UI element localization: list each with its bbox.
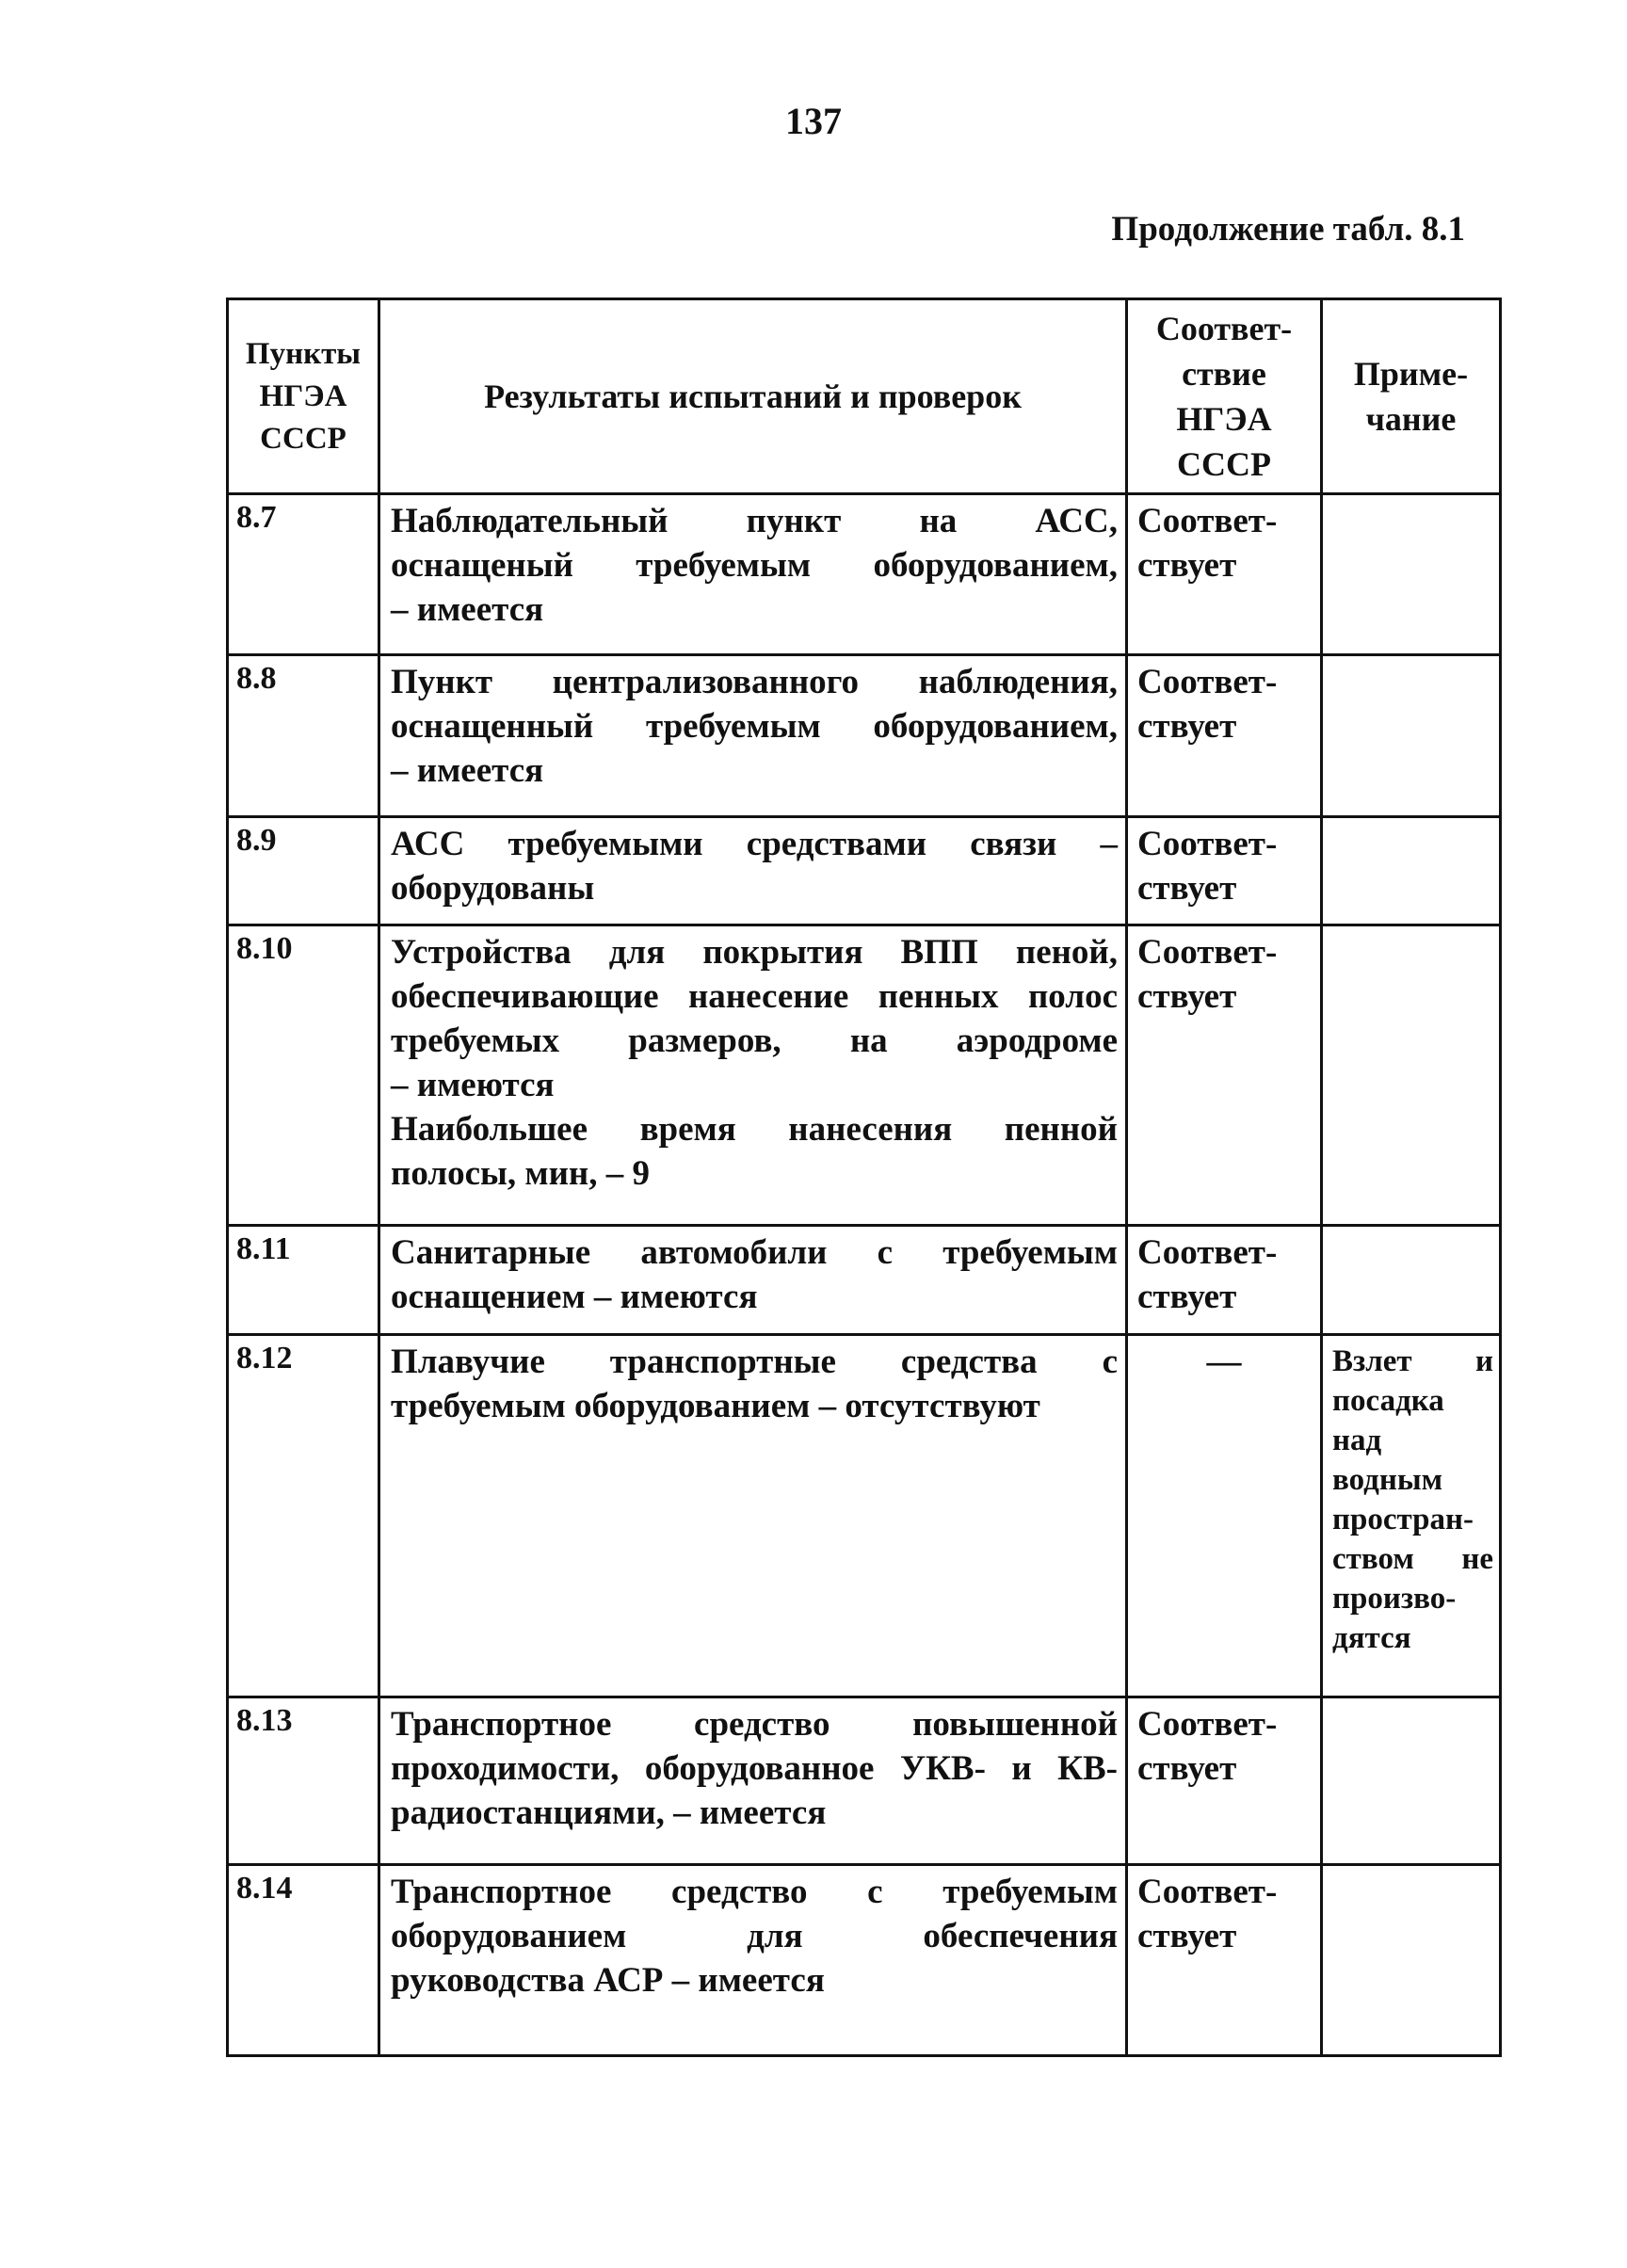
result-line: Транспортное средство с требуемым [391, 1873, 1118, 1911]
result-cell [379, 1697, 1127, 1865]
result-cell [379, 494, 1127, 655]
header-item-line: НГЭА [259, 378, 347, 413]
result-line: оборудованы [391, 869, 595, 908]
header-compliance-line: НГЭА [1176, 400, 1272, 438]
result-line: Плавучие транспортные средства с [391, 1343, 1118, 1381]
result-line: – имеется [391, 590, 544, 629]
note-cell [1322, 655, 1501, 817]
item-number: 8.10 [236, 931, 293, 966]
note-line: посадка [1332, 1384, 1444, 1418]
compliance-dash: — [1206, 1343, 1242, 1381]
item-number-cell [228, 1226, 379, 1335]
compliance-cell [1127, 925, 1322, 1226]
table-row [228, 655, 1501, 817]
item-number-cell [228, 817, 379, 925]
compliance-line: ствует [1137, 1278, 1237, 1316]
compliance-cell [1127, 494, 1322, 655]
note-cell [1322, 817, 1501, 925]
item-number: 8.12 [236, 1341, 293, 1375]
item-number: 8.9 [236, 823, 277, 858]
result-line: Транспортное средство повышенной [391, 1705, 1118, 1744]
item-number: 8.11 [236, 1231, 291, 1266]
item-number: 8.13 [236, 1703, 293, 1738]
item-number-cell [228, 1865, 379, 2056]
compliance-line: ствует [1137, 707, 1237, 746]
note-cell [1322, 925, 1501, 1226]
result-line: Пункт централизованного наблюдения, [391, 663, 1118, 701]
table-row [228, 494, 1501, 655]
compliance-line: ствует [1137, 977, 1237, 1016]
result-line: оснащенный требуемым оборудованием, [391, 707, 1118, 746]
header-note-line: Приме- [1353, 355, 1469, 393]
compliance-line: Соответ- [1137, 825, 1278, 863]
compliance-line: Соответ- [1137, 933, 1278, 972]
page-number: 137 [785, 100, 842, 142]
result-line: оборудованием для обеспечения [391, 1917, 1118, 1955]
table-row [228, 1335, 1501, 1697]
item-number-cell [228, 925, 379, 1226]
compliance-line: ствует [1137, 869, 1237, 908]
table-header-row [228, 299, 1501, 494]
note-line: ством не [1332, 1542, 1493, 1576]
note-cell [1322, 1865, 1501, 2056]
item-number-cell [228, 494, 379, 655]
note-line: произво- [1332, 1582, 1457, 1616]
result-line: АСС требуемыми средствами связи – [391, 825, 1118, 863]
item-number: 8.14 [236, 1871, 293, 1906]
result-cell [379, 1335, 1127, 1697]
header-item-line: СССР [260, 421, 346, 456]
header-note-line: чание [1365, 400, 1457, 438]
note-cell [1322, 1226, 1501, 1335]
header-compliance-line: Соответ- [1155, 310, 1293, 347]
compliance-line: ствует [1137, 1749, 1237, 1788]
result-line: оснащеный требуемым оборудованием, [391, 546, 1118, 585]
compliance-cell [1127, 1226, 1322, 1335]
note-line: водным [1332, 1463, 1443, 1497]
result-line: требуемых размеров, на аэродроме [391, 1021, 1118, 1060]
table-row [228, 817, 1501, 925]
note-line: дятся [1332, 1621, 1411, 1655]
header-compliance-line: ствие [1182, 355, 1266, 393]
result-line: Санитарные автомобили с требуемым [391, 1233, 1118, 1272]
result-line: – имеется [391, 751, 544, 790]
table-row [228, 925, 1501, 1226]
compliance-line: ствует [1137, 1917, 1237, 1955]
item-number: 8.7 [236, 500, 277, 535]
item-number-cell [228, 1697, 379, 1865]
note-cell [1322, 1335, 1501, 1697]
result-line: – имеются [391, 1066, 555, 1104]
result-cell [379, 1865, 1127, 2056]
header-compliance [1127, 299, 1322, 494]
compliance-line: Соответ- [1137, 502, 1278, 540]
item-number-cell [228, 655, 379, 817]
compliance-cell [1127, 1335, 1322, 1697]
note-line: простран- [1332, 1503, 1474, 1536]
item-number-cell [228, 1335, 379, 1697]
result-line: требуемым оборудованием – отсутствуют [391, 1387, 1040, 1425]
header-note [1322, 299, 1501, 494]
compliance-cell [1127, 1697, 1322, 1865]
note-cell [1322, 1697, 1501, 1865]
item-number: 8.8 [236, 661, 277, 696]
header-results-text: Результаты испытаний и проверок [484, 377, 1022, 415]
note-cell [1322, 494, 1501, 655]
result-line: Наблюдательный пункт на АСС, [391, 502, 1118, 540]
result-line: радиостанциями, – имеется [391, 1793, 827, 1832]
result-cell [379, 817, 1127, 925]
compliance-cell [1127, 817, 1322, 925]
result-line: Наибольшее время нанесения пенной [391, 1110, 1118, 1149]
result-line: полосы, мин, – 9 [391, 1154, 650, 1193]
result-cell [379, 1226, 1127, 1335]
compliance-cell [1127, 1865, 1322, 2056]
compliance-line: Соответ- [1137, 1233, 1278, 1272]
result-cell [379, 655, 1127, 817]
header-item-line: Пункты [245, 336, 362, 371]
result-line: оснащением – имеются [391, 1278, 758, 1316]
compliance-line: Соответ- [1137, 1705, 1278, 1744]
compliance-line: Соответ- [1137, 1873, 1278, 1911]
compliance-line: Соответ- [1137, 663, 1278, 701]
result-line: Устройства для покрытия ВПП пеной, [391, 933, 1118, 972]
result-cell [379, 925, 1127, 1226]
table-caption: Продолжение табл. 8.1 [1111, 210, 1465, 249]
header-results [379, 299, 1127, 494]
compliance-cell [1127, 655, 1322, 817]
header-item [228, 299, 379, 494]
note-line: над [1332, 1424, 1382, 1457]
table-row [228, 1697, 1501, 1865]
note-line: Взлет и [1332, 1344, 1493, 1378]
result-line: обеспечивающие нанесение пенных полос [391, 977, 1118, 1016]
result-line: руководства АСР – имеется [391, 1961, 825, 2000]
header-compliance-line: СССР [1177, 445, 1271, 483]
table-row [228, 1865, 1501, 2056]
result-line: проходимости, оборудованное УКВ- и КВ- [391, 1749, 1118, 1788]
table-row [228, 1226, 1501, 1335]
results-table [226, 298, 1502, 2057]
compliance-line: ствует [1137, 546, 1237, 585]
